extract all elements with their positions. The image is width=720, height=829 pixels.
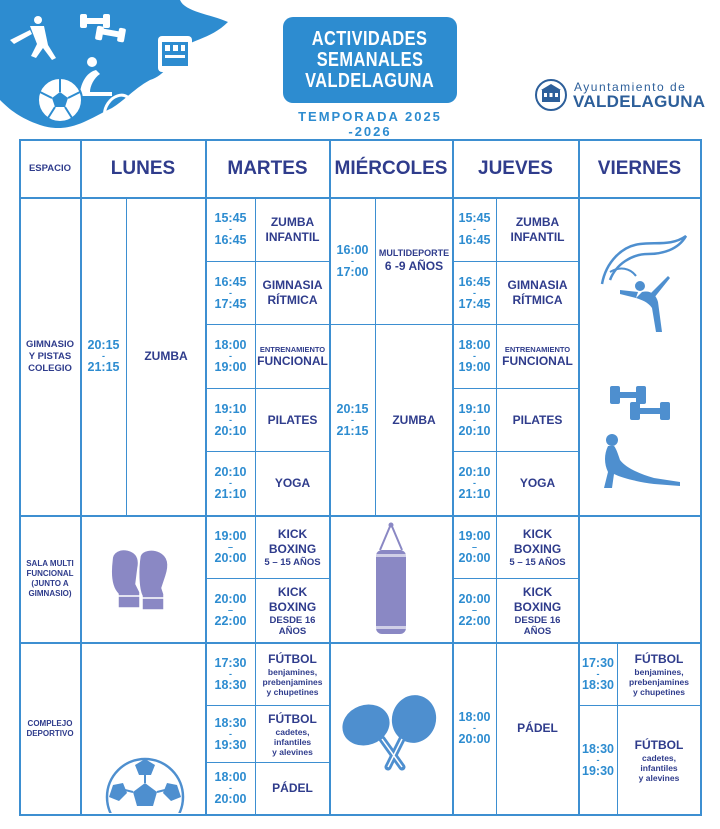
time-end: 21:15 xyxy=(336,423,369,438)
activity-line: ENTRENAMIENTO xyxy=(259,344,326,354)
season-label: TEMPORADA 2025 -2026 xyxy=(298,109,442,139)
time-separator: – xyxy=(227,605,233,615)
activity-line: KICK xyxy=(522,584,553,599)
space-label-line: COLEGIO xyxy=(28,362,72,374)
title-banner xyxy=(283,17,457,103)
space-sala-multifuncional xyxy=(20,516,80,642)
jueves-time-4 xyxy=(453,389,496,451)
boxing-gloves-icon xyxy=(104,548,176,614)
time-start: 19:00 xyxy=(458,528,491,543)
time-end: 17:45 xyxy=(214,296,247,311)
activity-line: FÚTBOL xyxy=(634,651,684,666)
time-start: 17:30 xyxy=(582,655,614,670)
miercoles-activity-2: ZUMBA xyxy=(392,412,436,427)
activity-line: KICK xyxy=(277,526,308,541)
time-start: 19:00 xyxy=(214,528,247,543)
time-start: 18:30 xyxy=(214,715,247,730)
time-start: 18:00 xyxy=(214,770,247,784)
jueves-activity-2 xyxy=(497,262,578,324)
martes-time-9 xyxy=(206,706,255,762)
header-lunes: LUNES xyxy=(110,157,176,179)
activity-line: y alevines xyxy=(272,746,313,757)
header-jueves: JUEVES xyxy=(478,157,553,179)
time-end: 22:00 xyxy=(458,614,491,628)
time-separator: - xyxy=(473,287,476,298)
jueves-activity-7 xyxy=(497,579,578,642)
header-espacio: ESPACIO xyxy=(28,162,72,174)
martes-activity-5: YOGA xyxy=(274,476,311,490)
activity-line: prebenjamines xyxy=(262,676,323,687)
rhythmic-gymnast-icon xyxy=(592,232,692,336)
activity-line: INFANTIL xyxy=(265,229,320,244)
miercoles-time-2 xyxy=(330,325,375,515)
activity-line: ZUMBA xyxy=(515,214,560,229)
header-martes: MARTES xyxy=(227,157,308,179)
activity-line: FUNCIONAL xyxy=(257,353,328,368)
time-end: 21:10 xyxy=(214,487,247,501)
time-separator: – xyxy=(471,605,477,615)
activity-line: 5 – 15 AÑOS xyxy=(264,556,321,568)
activity-line: AÑOS xyxy=(278,625,307,637)
time-separator: - xyxy=(473,224,476,234)
space-gimnasio xyxy=(20,198,80,515)
martes-time-7 xyxy=(206,579,255,642)
martes-time-8 xyxy=(206,643,255,705)
space-label-line: (JUNTO A xyxy=(31,579,69,588)
time-end: 20:00 xyxy=(458,732,491,746)
time-separator: - xyxy=(351,414,354,425)
activity-line: infantiles xyxy=(273,736,312,747)
time-separator: - xyxy=(596,668,600,679)
activity-line: KICK xyxy=(522,526,553,541)
martes-time-4 xyxy=(206,389,255,451)
activity-line: cadetes, xyxy=(275,726,310,737)
martes-activity-6 xyxy=(256,516,329,578)
jueves-time-7 xyxy=(453,579,496,642)
header-viernes: VIERNES xyxy=(597,157,682,179)
activity-line: KICK xyxy=(277,584,308,599)
activity-line: GIMNASIA xyxy=(262,278,323,292)
time-separator: - xyxy=(473,414,476,425)
time-separator: - xyxy=(473,723,476,733)
jueves-activity-5: YOGA xyxy=(519,476,556,490)
time-end: 20:00 xyxy=(458,550,491,565)
time-end: 21:10 xyxy=(458,487,491,501)
viernes-activity-1 xyxy=(618,643,700,705)
activity-line: BOXING xyxy=(513,541,562,556)
activity-line: INFANTIL xyxy=(510,229,565,244)
time-end: 20:00 xyxy=(214,550,247,565)
time-separator: - xyxy=(229,287,232,298)
time-end: 16:45 xyxy=(458,233,491,247)
title-line-3: VALDELAGUNA xyxy=(305,69,435,92)
time-separator: - xyxy=(596,754,600,765)
martes-time-1 xyxy=(206,198,255,261)
activity-line: ENTRENAMIENTO xyxy=(504,344,571,354)
space-complejo-deportivo xyxy=(20,643,80,814)
activity-line: 6 -9 AÑOS xyxy=(384,259,444,273)
martes-activity-10: PÁDEL xyxy=(272,781,313,795)
time-start: 18:00 xyxy=(458,710,491,724)
time-separator: - xyxy=(102,351,105,361)
time-start: 20:10 xyxy=(214,465,247,479)
jueves-time-6 xyxy=(453,516,496,578)
space-label-line: Y PISTAS xyxy=(28,350,72,362)
time-separator: - xyxy=(229,783,232,793)
space-label-line: FUNCIONAL xyxy=(26,569,74,578)
activity-line: ZUMBA xyxy=(270,214,315,229)
time-end: 16:45 xyxy=(214,233,247,247)
viernes-time-1 xyxy=(579,643,617,705)
activity-line: y chupetines xyxy=(633,686,685,697)
time-separator: - xyxy=(351,255,354,266)
jueves-activity-1 xyxy=(497,198,578,261)
title-line-1: ACTIVIDADES xyxy=(312,27,428,50)
time-start: 16:45 xyxy=(458,274,491,289)
town-hall-logo-icon xyxy=(533,79,569,111)
header-miercoles: MIÉRCOLES xyxy=(334,157,448,179)
time-end: 18:30 xyxy=(582,677,614,692)
activity-line: DESDE 16 xyxy=(514,614,561,626)
miercoles-time-1 xyxy=(330,198,375,324)
time-separator: - xyxy=(229,224,232,234)
viernes-time-2 xyxy=(579,706,617,814)
table-border-right xyxy=(700,139,702,816)
martes-time-10 xyxy=(206,763,255,814)
activity-line: AÑOS xyxy=(523,625,552,637)
martes-activity-2 xyxy=(256,262,329,324)
martes-time-6 xyxy=(206,516,255,578)
time-separator: - xyxy=(229,414,232,425)
time-start: 19:10 xyxy=(214,401,247,416)
time-start: 20:15 xyxy=(336,401,369,416)
jueves-activity-8: PÁDEL xyxy=(517,721,558,735)
martes-activity-7 xyxy=(256,579,329,642)
martes-activity-9 xyxy=(256,706,329,762)
time-end: 17:45 xyxy=(458,296,491,311)
jueves-time-2 xyxy=(453,262,496,324)
time-start: 15:45 xyxy=(458,211,491,225)
time-start: 18:00 xyxy=(458,338,491,352)
time-start: 20:00 xyxy=(458,592,491,606)
time-start: 20:00 xyxy=(214,592,247,606)
activity-line: y alevines xyxy=(638,772,680,783)
jueves-activity-6 xyxy=(497,516,578,578)
time-start: 18:30 xyxy=(582,741,614,756)
punching-bag-icon xyxy=(372,522,410,638)
time-separator: - xyxy=(229,478,232,488)
time-start: 18:00 xyxy=(214,338,247,352)
time-start: 17:30 xyxy=(214,655,247,670)
activity-line: MULTIDEPORTE xyxy=(378,248,450,258)
time-separator: – xyxy=(227,541,233,552)
martes-activity-3 xyxy=(256,325,329,388)
martes-time-2 xyxy=(206,262,255,324)
activity-line: 5 – 15 AÑOS xyxy=(509,556,566,568)
logo-top-text: Ayuntamiento de xyxy=(574,80,687,94)
activity-line: BOXING xyxy=(513,599,562,614)
time-start: 19:10 xyxy=(458,401,491,416)
section-divider-1 xyxy=(19,515,702,517)
time-separator: – xyxy=(471,541,477,552)
martes-time-3 xyxy=(206,325,255,388)
martes-activity-4: PILATES xyxy=(267,412,318,427)
time-start: 20:15 xyxy=(87,338,120,352)
time-start: 20:10 xyxy=(458,465,491,479)
martes-time-5 xyxy=(206,452,255,515)
yoga-pose-icon xyxy=(598,432,684,490)
soccer-ball-icon xyxy=(105,755,185,815)
time-separator: - xyxy=(473,351,476,361)
activity-line: FÚTBOL xyxy=(268,651,317,666)
activity-line: prebenjamines xyxy=(629,676,689,687)
time-end: 21:15 xyxy=(87,360,120,374)
activity-line: BOXING xyxy=(268,541,317,556)
title-line-2: SEMANALES xyxy=(316,48,424,71)
activity-line: FÚTBOL xyxy=(634,737,684,752)
activity-line: infantiles xyxy=(640,762,678,773)
jueves-activity-3 xyxy=(497,325,578,388)
time-end: 17:00 xyxy=(336,264,369,279)
jueves-time-3 xyxy=(453,325,496,388)
time-end: 20:10 xyxy=(214,423,247,438)
activity-line: GIMNASIA xyxy=(507,278,568,292)
viernes-activity-2 xyxy=(618,706,700,814)
space-label-line: GIMNASIO) xyxy=(28,589,72,598)
paddle-rackets-icon xyxy=(338,693,442,773)
time-separator: - xyxy=(229,728,232,739)
activity-line: benjamines, xyxy=(634,666,684,677)
logo-bottom-text: VALDELAGUNA xyxy=(573,92,706,111)
lunes-zumba-activity: ZUMBA xyxy=(144,349,188,363)
martes-activity-8 xyxy=(256,643,329,705)
activity-line: cadetes, xyxy=(641,752,677,763)
time-end: 18:30 xyxy=(214,677,247,692)
time-start: 16:45 xyxy=(214,274,247,289)
space-label-line: COMPLEJO xyxy=(27,718,73,728)
time-separator: - xyxy=(229,668,232,679)
time-end: 22:00 xyxy=(214,614,247,628)
activity-line: RÍTMICA xyxy=(512,293,563,307)
time-end: 19:00 xyxy=(458,360,491,374)
space-label-line: DEPORTIVO xyxy=(26,728,74,738)
activity-line: BOXING xyxy=(268,599,317,614)
activity-line: FÚTBOL xyxy=(268,711,317,726)
jueves-time-1 xyxy=(453,198,496,261)
activity-line: DESDE 16 xyxy=(269,614,316,626)
sports-collage-icon xyxy=(0,0,235,140)
space-label-line: SALA MULTI xyxy=(26,559,74,568)
time-end: 19:30 xyxy=(582,763,614,778)
time-separator: - xyxy=(229,351,232,361)
jueves-time-8 xyxy=(453,643,496,814)
lunes-zumba-time xyxy=(81,198,126,515)
time-end: 20:10 xyxy=(458,423,491,438)
time-end: 19:30 xyxy=(214,737,247,752)
time-start: 16:00 xyxy=(336,242,369,257)
time-end: 20:00 xyxy=(214,792,247,806)
space-label-line: GIMNASIO xyxy=(25,338,75,350)
dumbbells-icon xyxy=(606,378,676,426)
activity-line: RÍTMICA xyxy=(267,293,318,307)
activity-line: y chupetines xyxy=(266,686,319,697)
jueves-activity-4: PILATES xyxy=(512,412,563,427)
activity-line: benjamines, xyxy=(267,666,318,677)
martes-activity-1 xyxy=(256,198,329,261)
activity-line: FUNCIONAL xyxy=(502,353,573,368)
time-separator: - xyxy=(473,478,476,488)
time-start: 15:45 xyxy=(214,211,247,225)
miercoles-activity-1 xyxy=(376,198,452,324)
jueves-time-5 xyxy=(453,452,496,515)
time-end: 19:00 xyxy=(214,360,247,374)
